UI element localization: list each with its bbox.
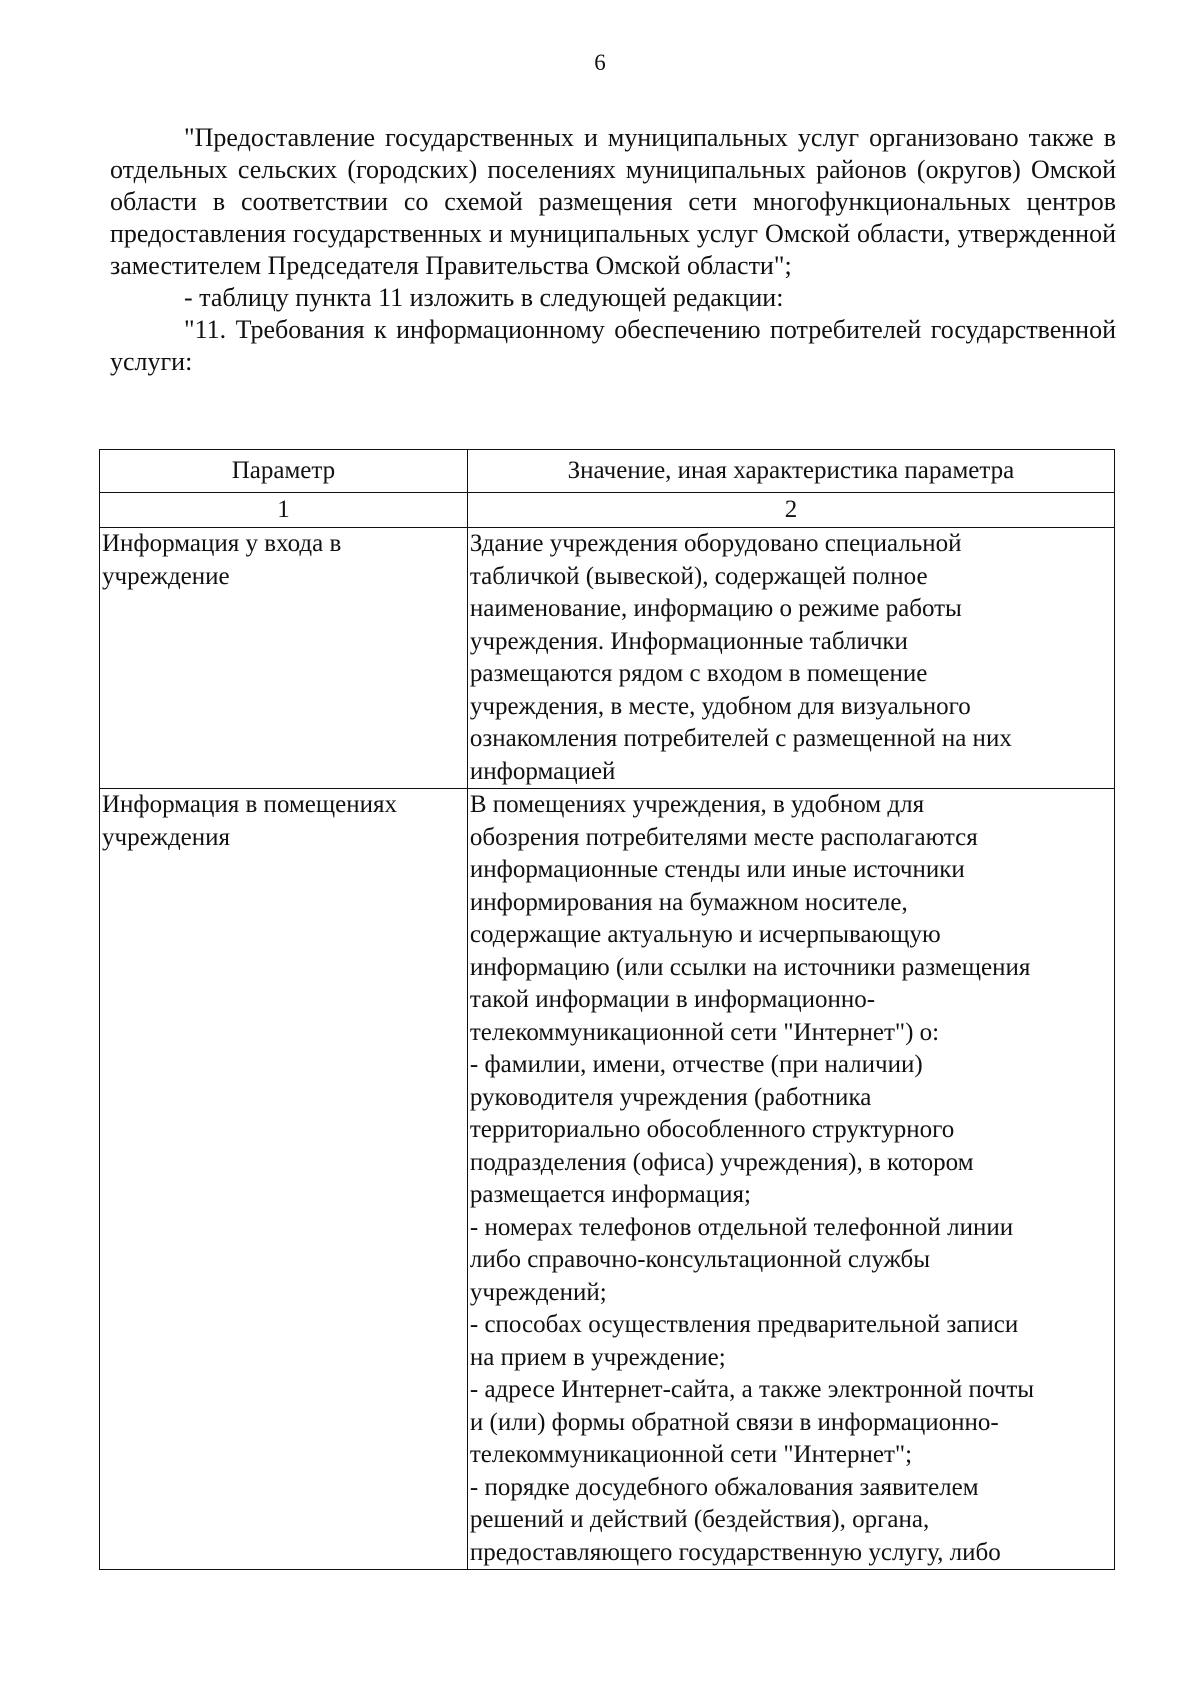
cell-line: информацию (или ссылки на источники размещения bbox=[469, 953, 1031, 981]
cell-line: подразделения (офиса) учреждения), в котором bbox=[469, 1148, 974, 1176]
cell-line: ознакомления потребителей с размещенной на них bbox=[469, 725, 1012, 752]
cell-line: - адресе Интернет-сайта, а также электронной почты bbox=[469, 1376, 1035, 1403]
cell-line: учреждений; bbox=[469, 1278, 607, 1306]
cell-line: телекоммуникационной сети "Интернет"; bbox=[469, 1441, 913, 1468]
row-parameter bbox=[100, 789, 468, 1570]
cell-line: В помещениях учреждения, в удобном для bbox=[469, 791, 925, 818]
cell-line: телекоммуникационной сети "Интернет") о: bbox=[469, 1018, 940, 1046]
intro-paragraph-3: "11. Требования к информационному обеспечению потребителей государственной услуги: bbox=[110, 315, 1116, 376]
cell-line: Информация у входа в bbox=[102, 530, 342, 557]
page-number: 6 bbox=[594, 50, 606, 75]
cell-line: размещается информация; bbox=[469, 1181, 751, 1208]
intro-paragraph-2: - таблицу пункта 11 изложить в следующей редакции: bbox=[184, 283, 784, 312]
cell-line: - фамилии, имени, отчестве (при наличии) bbox=[469, 1051, 923, 1078]
column-number-2: 2 bbox=[467, 493, 1114, 528]
cell-line: - порядке досудебного обжалования заявителем bbox=[469, 1473, 979, 1501]
cell-line: обозрения потребителями месте располагаются bbox=[469, 823, 978, 851]
cell-line: либо справочно-консультационной службы bbox=[469, 1246, 931, 1273]
cell-line: решений и действий (бездействия), органа, bbox=[469, 1506, 930, 1533]
cell-line: - номерах телефонов отдельной телефонной линии bbox=[469, 1213, 1014, 1241]
cell-line: - способах осуществления предварительной записи bbox=[469, 1311, 1019, 1338]
row-1-value-lines bbox=[470, 528, 1112, 788]
cell-line: учреждения, в месте, удобном для визуального bbox=[469, 692, 971, 720]
cell-line: табличкой (вывеской), содержащей полное bbox=[469, 562, 928, 590]
cell-line: информационные стенды или иные источники bbox=[469, 856, 965, 883]
cell-line: информирования на бумажном носителе, bbox=[469, 888, 908, 916]
row-value bbox=[467, 528, 1114, 789]
requirements-table bbox=[99, 449, 1115, 1570]
cell-line: учреждения bbox=[102, 823, 231, 851]
cell-line: информацией bbox=[469, 757, 616, 785]
cell-line: содержащие актуальную и исчерпывающую bbox=[469, 921, 941, 948]
cell-line: учреждения. Информационные таблички bbox=[469, 627, 908, 655]
column-number-row bbox=[100, 493, 1115, 528]
table-row bbox=[100, 528, 1115, 789]
row-2-value-lines bbox=[470, 789, 1112, 1569]
cell-line: территориально обособленного структурного bbox=[469, 1116, 955, 1143]
cell-line: Здание учреждения оборудовано специальной bbox=[469, 530, 962, 557]
row-value bbox=[467, 789, 1114, 1570]
cell-line: Информация в помещениях bbox=[102, 791, 397, 818]
intro-text bbox=[110, 122, 1116, 378]
cell-line: и (или) формы обратной связи в информационно- bbox=[469, 1408, 999, 1436]
cell-line: учреждение bbox=[102, 562, 230, 590]
table-row bbox=[100, 789, 1115, 1570]
cell-line: руководителя учреждения (работника bbox=[469, 1083, 872, 1111]
table-header-row bbox=[100, 450, 1115, 493]
row-1-parameter-lines bbox=[102, 528, 465, 593]
cell-line: наименование, информацию о режиме работы bbox=[469, 595, 962, 622]
cell-line: предоставляющего государственную услугу, либо bbox=[469, 1538, 1001, 1566]
column-number-1: 1 bbox=[100, 493, 468, 528]
row-parameter bbox=[100, 528, 468, 789]
cell-line: на прием в учреждение; bbox=[469, 1343, 726, 1371]
cell-line: размещаются рядом с входом в помещение bbox=[469, 660, 928, 687]
header-parameter: Параметр bbox=[100, 450, 468, 493]
row-2-parameter-lines bbox=[102, 789, 465, 854]
intro-paragraph-1: "Предоставление государственных и муниципальных услуг организовано также в отдельных сельских (городских) поселениях муниципальных районов (округов) Омской области в соответствии со схемой размещения сети многофункциональных центров предоставления государственных и муниципальных услуг Омской области, утвержденной заместителем Председателя Правительства Омской области"; bbox=[110, 123, 1116, 280]
header-value: Значение, иная характеристика параметра bbox=[467, 450, 1114, 493]
cell-line: такой информации в информационно- bbox=[469, 986, 876, 1013]
